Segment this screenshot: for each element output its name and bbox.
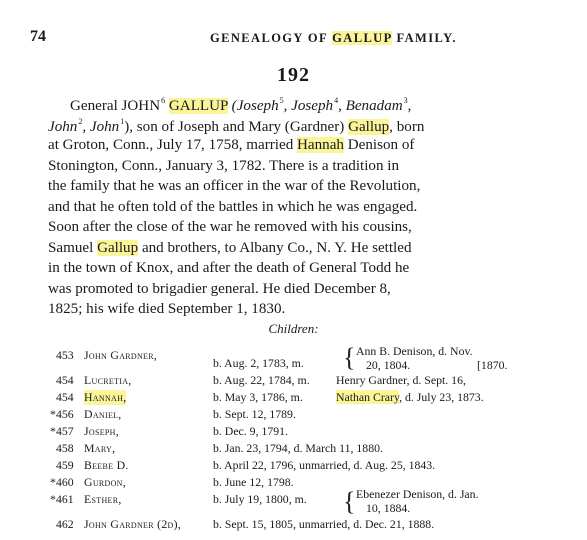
children-heading: Children:: [268, 321, 319, 336]
entry-number: 192: [277, 64, 310, 86]
text-line: Stonington, Conn., January 3, 1782. There is a tradition in: [48, 157, 400, 174]
highlight: Hannah: [297, 137, 344, 153]
list-item: * 460 Gurdon, b. June 12, 1798.: [50, 475, 294, 489]
text-line: General JOHN$^6$ GALLUP (Joseph$^5$, Joseph$^4$, Benadam$^3$,: [70, 96, 412, 114]
highlight: Gallup: [348, 118, 390, 135]
text-line: Soon after the close of the war he removed with his cousins,: [48, 219, 412, 235]
list-item: 459 Beebe D. b. April 22, 1796, unmarried, d. Aug. 25, 1843.: [56, 458, 436, 472]
page-number: 74: [30, 28, 46, 45]
list-item: 453 John Gardner, b. Aug. 2, 1783, m. { Ann B. Denison, d. Nov. 20, 1804. [1870.: [56, 343, 508, 372]
highlight: GALLUP: [168, 98, 228, 114]
text-line: and that he often told of the battles in which he was engaged.: [48, 198, 418, 215]
highlight: Nathan Crary: [336, 390, 400, 404]
text-line: at Groton, Conn., July 17, 1758, married Hannah Denison of: [48, 137, 415, 153]
list-item: * 456 Daniel, b. Sept. 12, 1789.: [50, 407, 296, 421]
list-item: 454 Lucretia, b. Aug. 22, 1784, m. Henry Gardner, d. Sept. 16,: [56, 373, 466, 387]
text-line: in the town of Knox, and after the death of General Todd he: [48, 260, 410, 276]
list-item: 458 Mary, b. Jan. 23, 1794, d. March 11, 1880.: [56, 441, 383, 455]
highlight: GALLUP: [332, 31, 392, 45]
list-item: * 461 Esther, b. July 19, 1800, m. { Ebenezer Denison, d. Jan. 10, 1884.: [50, 487, 479, 516]
page-header: [30, 28, 550, 50]
list-item: 454 Hannah, b. May 3, 1786, m. Nathan Crary, d. July 23, 1873.: [56, 390, 484, 404]
text-line: John$^2$, John$^1$), son of Joseph and Mary (Gardner) Gallup, born: [48, 116, 425, 135]
text-line: the family that he was an officer in the war of the Revolution,: [48, 178, 421, 194]
running-head: GENEALOGY OF GALLUP FAMILY.: [210, 31, 457, 45]
text-line: 1825; his wife died September 1, 1830.: [48, 301, 286, 317]
text-line: was promoted to brigadier general. He died December 8,: [48, 280, 391, 297]
highlight: Gallup: [97, 239, 139, 256]
text-line: Samuel Gallup and brothers, to Albany Co., N. Y. He settled: [48, 239, 412, 256]
list-item: 462 John Gardner (2d), b. Sept. 15, 1805, unmarried, d. Dec. 21, 1888.: [56, 517, 435, 531]
highlight: Hannah,: [84, 390, 127, 404]
list-item: * 457 Joseph, b. Dec. 9, 1791.: [50, 424, 289, 438]
